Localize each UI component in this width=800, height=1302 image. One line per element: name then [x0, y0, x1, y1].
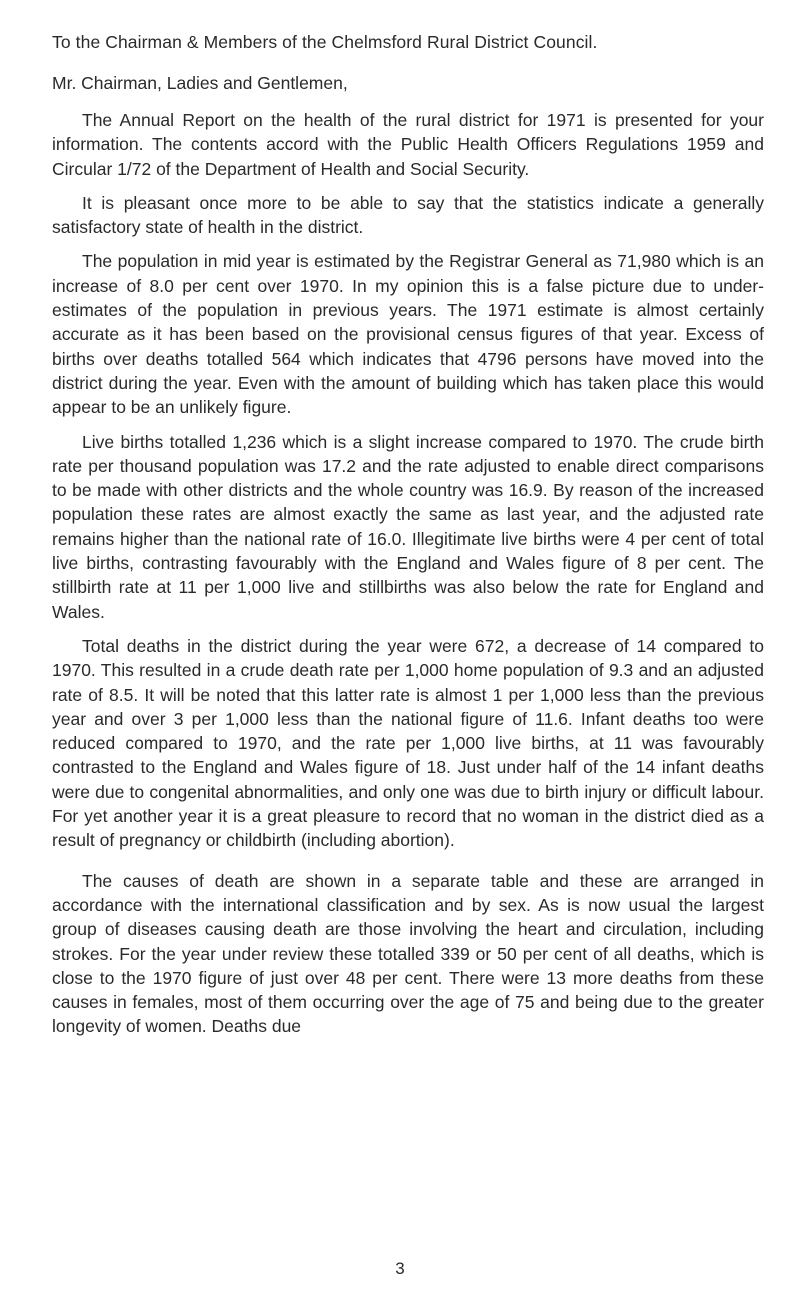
report-page: [52, 30, 764, 1049]
address-heading: To the Chairman & Members of the Chelmsford Rural District Council.: [52, 32, 598, 52]
paragraph-live-births: Live births totalled 1,236 which is a slight increase compared to 1970. The crude birth rate per thousand population was 17.2 and the rate adjusted to enable direct comparisons to be made with other districts and the whole country was 16.9. By reason of the increased population these rates are almost exactly the same as last year, and the adjusted rate remains higher than the national rate of 16.0. Illegitimate live births were 4 per cent of total live births, contrasting favourably with the England and Wales figure of 8 per cent. The stillbirth rate at 11 per 1,000 live and stillbirths was also below the rate for England and Wales.: [52, 431, 764, 622]
salutation: Mr. Chairman, Ladies and Gentlemen,: [52, 73, 348, 93]
paragraph-deaths: Total deaths in the district during the year were 672, a decrease of 14 compared to 1970. This resulted in a crude death rate per 1,000 home population of 9.3 and an adjusted rate of 8.5. It will be noted that this latter rate is almost 1 per 1,000 less than the previous year and over 3 per 1,000 less than the national figure of 11.6. Infant deaths too were reduced compared to 1970, and the rate per 1,000 live births, at 11 was favourably contrasted to the England and Wales figure of 18. Just under half of the 14 infant deaths were due to congenital abnormalities, and only one was due to birth injury or difficult labour. For yet another year it is a great pleasure to record that no woman in the district died as a result of pregnancy or childbirth (including abortion).: [52, 635, 764, 851]
paragraph-population: The population in mid year is estimated by the Registrar General as 71,980 which is an increase of 8.0 per cent over 1970. In my opinion this is a false picture due to under-estimates of the population in previous years. The 1971 estimate is almost certainly accurate as it has been based on the provisional census figures of that year. Excess of births over deaths totalled 564 which indicates that 4796 persons have moved into the district during the year. Even with the amount of building which has taken place this would appear to be an unlikely figure.: [52, 251, 764, 418]
paragraph-introduction: The Annual Report on the health of the rural district for 1971 is presented for your information. The contents accord with the Public Health Officers Regulations 1959 and Circular 1/72 of the Department of Health and Social Security.: [52, 110, 764, 179]
page-number: 3: [395, 1259, 405, 1278]
paragraph-causes-of-death: The causes of death are shown in a separate table and these are arranged in accordance with the international classification and by sex. As is now usual the largest group of diseases causing death are those involving the heart and circulation, including strokes. For the year under review these totalled 339 or 50 per cent of all deaths, which is close to the 1970 figure of just over 48 per cent. There were 13 more deaths from these causes in females, most of them occurring over the age of 75 and being due to the greater longevity of women. Deaths due: [52, 870, 764, 1037]
paragraph-health-statement: It is pleasant once more to be able to say that the statistics indicate a generally satisfactory state of health in the district.: [52, 192, 764, 238]
